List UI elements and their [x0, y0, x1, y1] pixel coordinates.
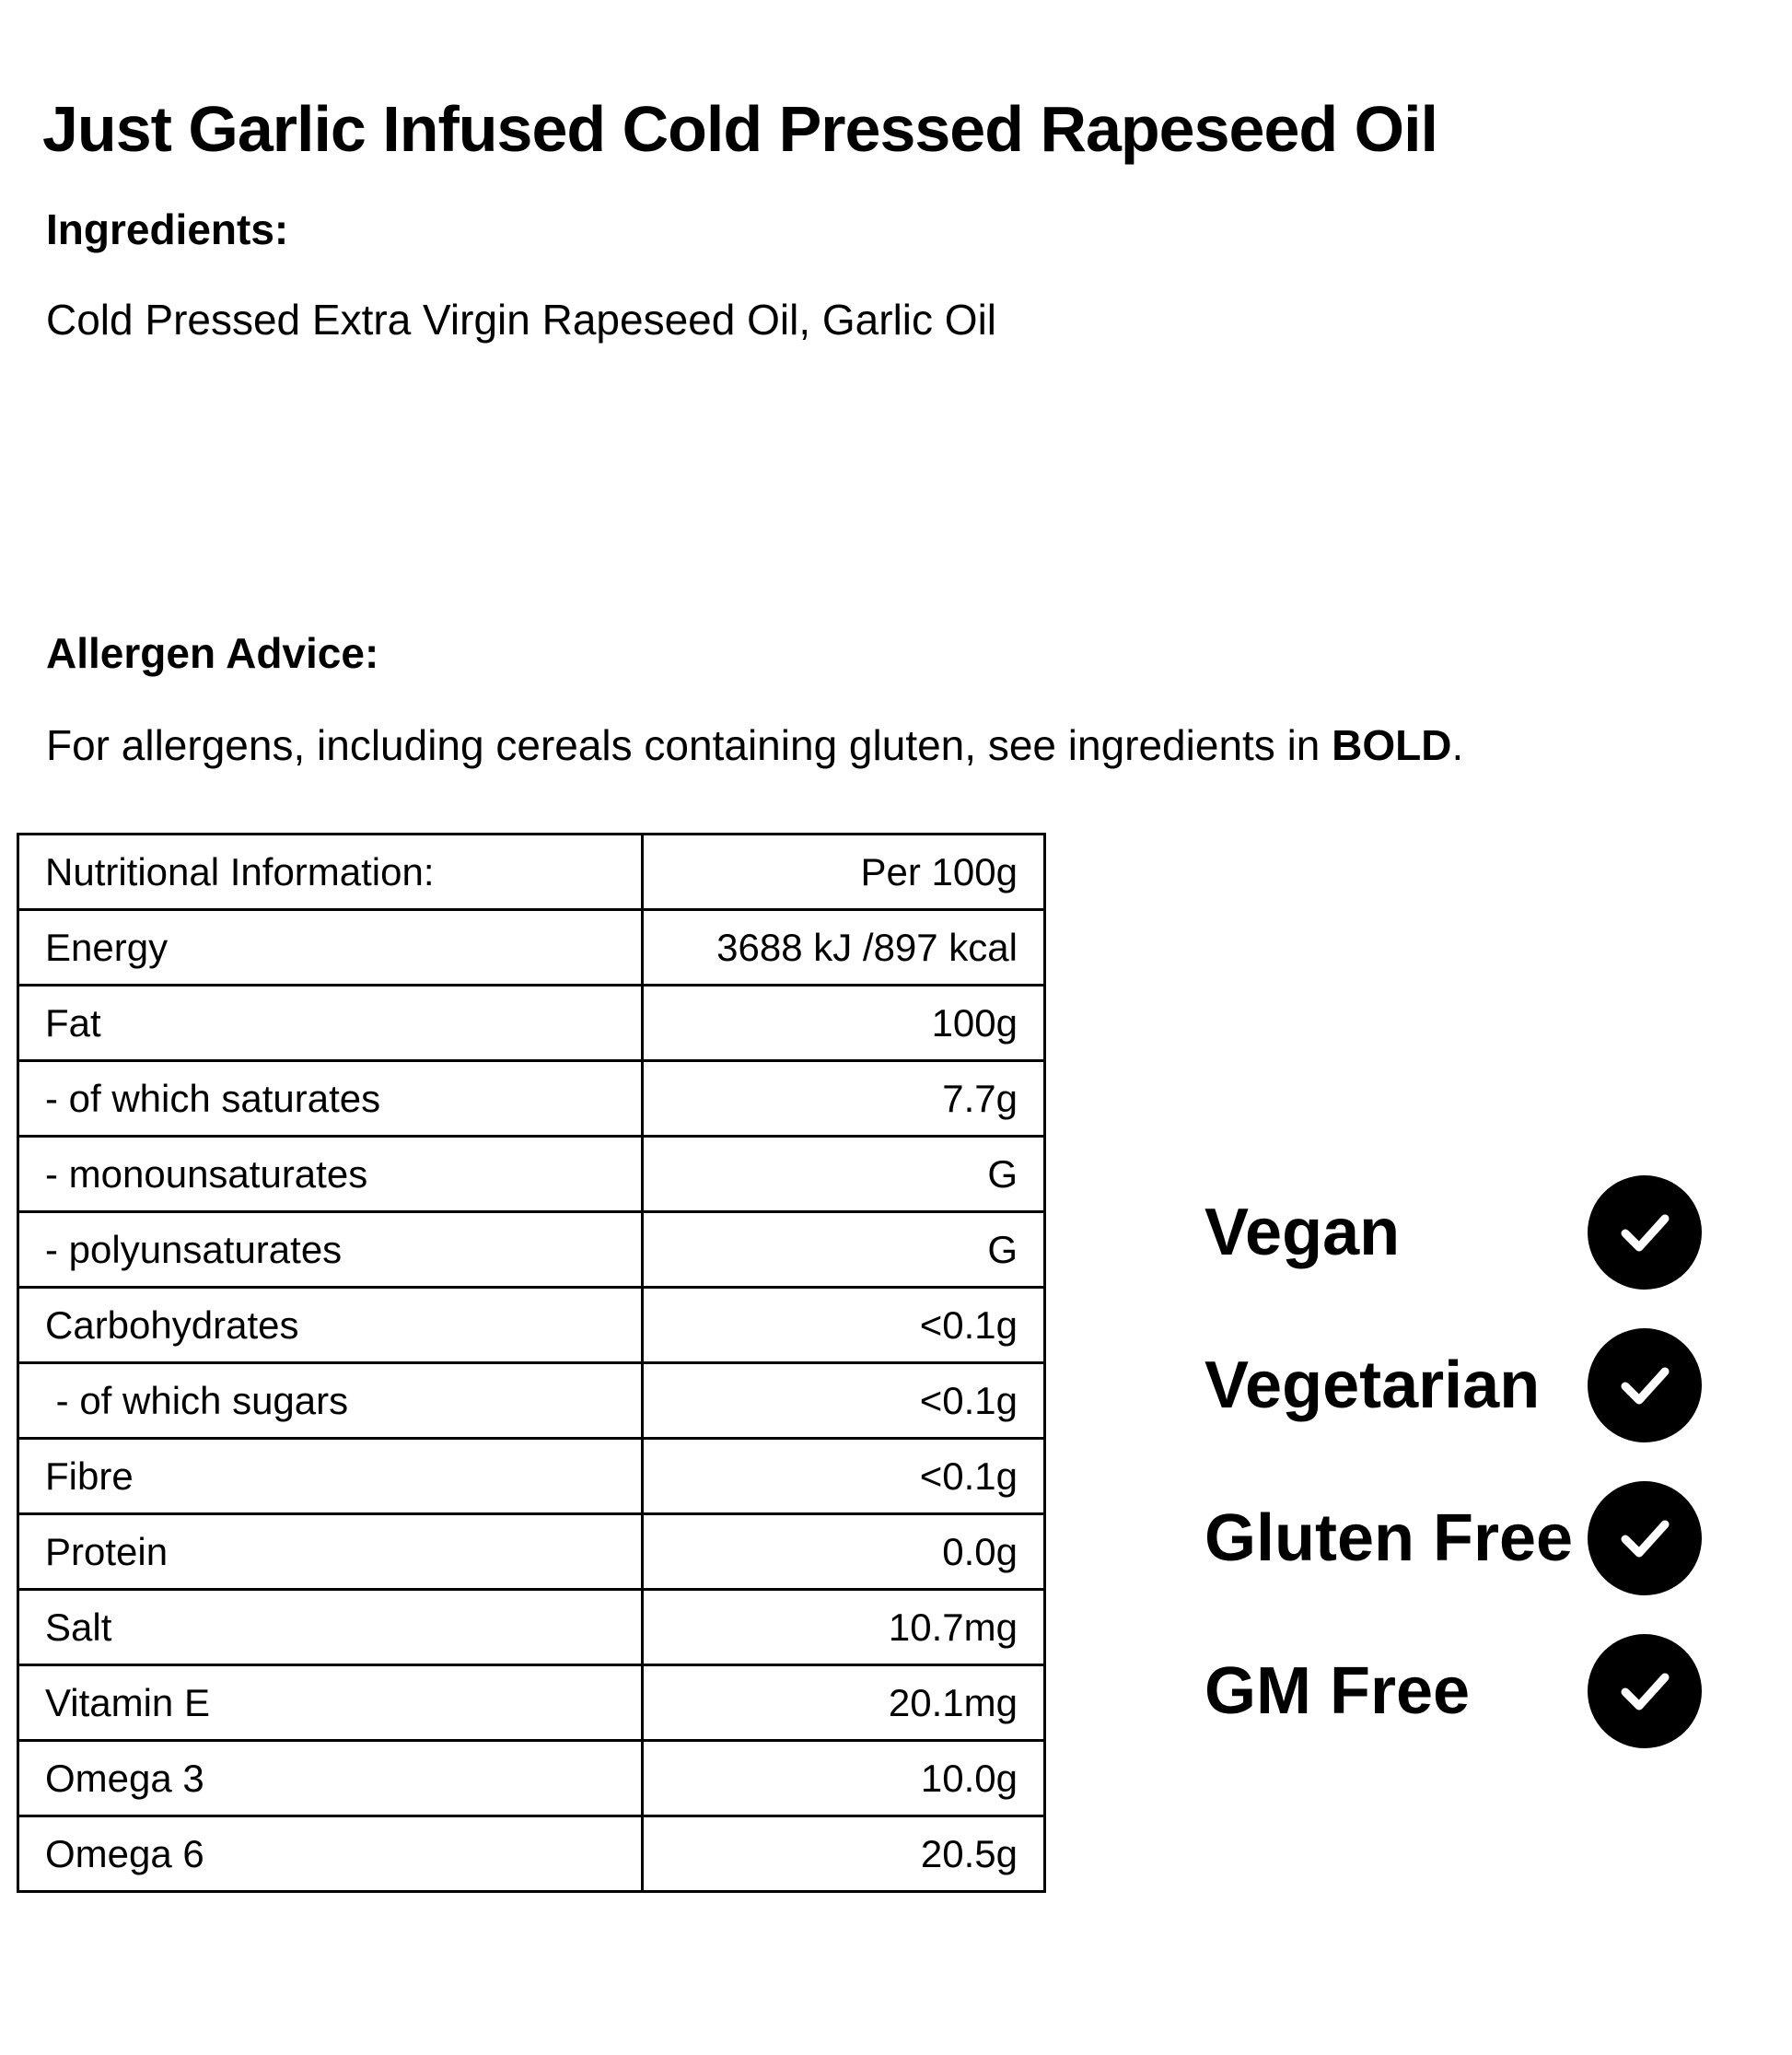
- nutrition-table: [17, 833, 1046, 1893]
- check-circle-icon: [1588, 1481, 1702, 1595]
- nutrient-name: Omega 3: [18, 1741, 643, 1816]
- nutrition-row: [18, 1137, 1045, 1212]
- nutrient-value: <0.1g: [642, 1363, 1044, 1439]
- nutrient-name: Fibre: [18, 1439, 643, 1514]
- nutrition-row: [18, 1816, 1045, 1892]
- nutrition-header-label: Nutritional Information:: [18, 835, 643, 910]
- claim-label: Gluten Free: [1204, 1501, 1574, 1575]
- claim-item: [1204, 1309, 1702, 1462]
- nutrient-name: Omega 6: [18, 1816, 643, 1892]
- nutrient-value: 3688 kJ /897 kcal: [642, 910, 1044, 986]
- nutrient-value: <0.1g: [642, 1439, 1044, 1514]
- nutrient-value: G: [642, 1137, 1044, 1212]
- check-circle-icon: [1588, 1328, 1702, 1442]
- nutrition-row: [18, 910, 1045, 986]
- ingredients-text: Cold Pressed Extra Virgin Rapeseed Oil, Garlic Oil: [46, 296, 997, 344]
- claim-item: [1204, 1615, 1702, 1768]
- nutrient-name: Salt: [18, 1590, 643, 1665]
- nutrient-value: 20.1mg: [642, 1665, 1044, 1741]
- nutrition-row: [18, 1439, 1045, 1514]
- nutrition-row: [18, 1212, 1045, 1288]
- allergen-heading: Allergen Advice:: [46, 629, 379, 677]
- nutrient-name: Fat: [18, 986, 643, 1061]
- check-circle-icon: [1588, 1634, 1702, 1748]
- nutrient-name: Carbohydrates: [18, 1288, 643, 1363]
- check-circle-icon: [1588, 1175, 1702, 1290]
- nutrition-header-value: Per 100g: [642, 835, 1044, 910]
- nutrient-name: - of which saturates: [18, 1061, 643, 1137]
- product-title: Just Garlic Infused Cold Pressed Rapeseed Oil: [42, 93, 1437, 165]
- nutrient-name: - polyunsaturates: [18, 1212, 643, 1288]
- nutrient-name: - of which sugars: [18, 1363, 643, 1439]
- nutrient-value: 7.7g: [642, 1061, 1044, 1137]
- nutrient-name: Protein: [18, 1514, 643, 1590]
- nutrient-value: <0.1g: [642, 1288, 1044, 1363]
- nutrient-name: - monounsaturates: [18, 1137, 643, 1212]
- nutrient-value: 100g: [642, 986, 1044, 1061]
- allergen-bold-word: BOLD: [1332, 721, 1452, 769]
- nutrient-value: 10.7mg: [642, 1590, 1044, 1665]
- claim-label: GM Free: [1204, 1654, 1471, 1728]
- nutrient-name: Energy: [18, 910, 643, 986]
- allergen-text: [46, 720, 1463, 770]
- nutrition-row: [18, 1665, 1045, 1741]
- nutrient-value: 10.0g: [642, 1741, 1044, 1816]
- nutrition-row: [18, 986, 1045, 1061]
- nutrition-row: [18, 1741, 1045, 1816]
- claim-label: Vegetarian: [1204, 1349, 1541, 1422]
- ingredients-heading: Ingredients:: [46, 205, 289, 253]
- claim-item: [1204, 1156, 1702, 1309]
- claim-item: [1204, 1462, 1702, 1615]
- nutrition-row: [18, 1590, 1045, 1665]
- dietary-claims: [1204, 1156, 1702, 1768]
- allergen-text-lead: For allergens, including cereals containing gluten, see ingredients in: [46, 721, 1332, 769]
- nutrient-value: 0.0g: [642, 1514, 1044, 1590]
- allergen-text-end: .: [1451, 721, 1464, 769]
- nutrient-name: Vitamin E: [18, 1665, 643, 1741]
- claim-label: Vegan: [1204, 1196, 1401, 1269]
- nutrition-row: [18, 1514, 1045, 1590]
- nutrition-row: [18, 1061, 1045, 1137]
- nutrition-row: [18, 1288, 1045, 1363]
- nutrition-row: [18, 1363, 1045, 1439]
- nutrient-value: G: [642, 1212, 1044, 1288]
- nutrition-header-row: [18, 835, 1045, 910]
- nutrient-value: 20.5g: [642, 1816, 1044, 1892]
